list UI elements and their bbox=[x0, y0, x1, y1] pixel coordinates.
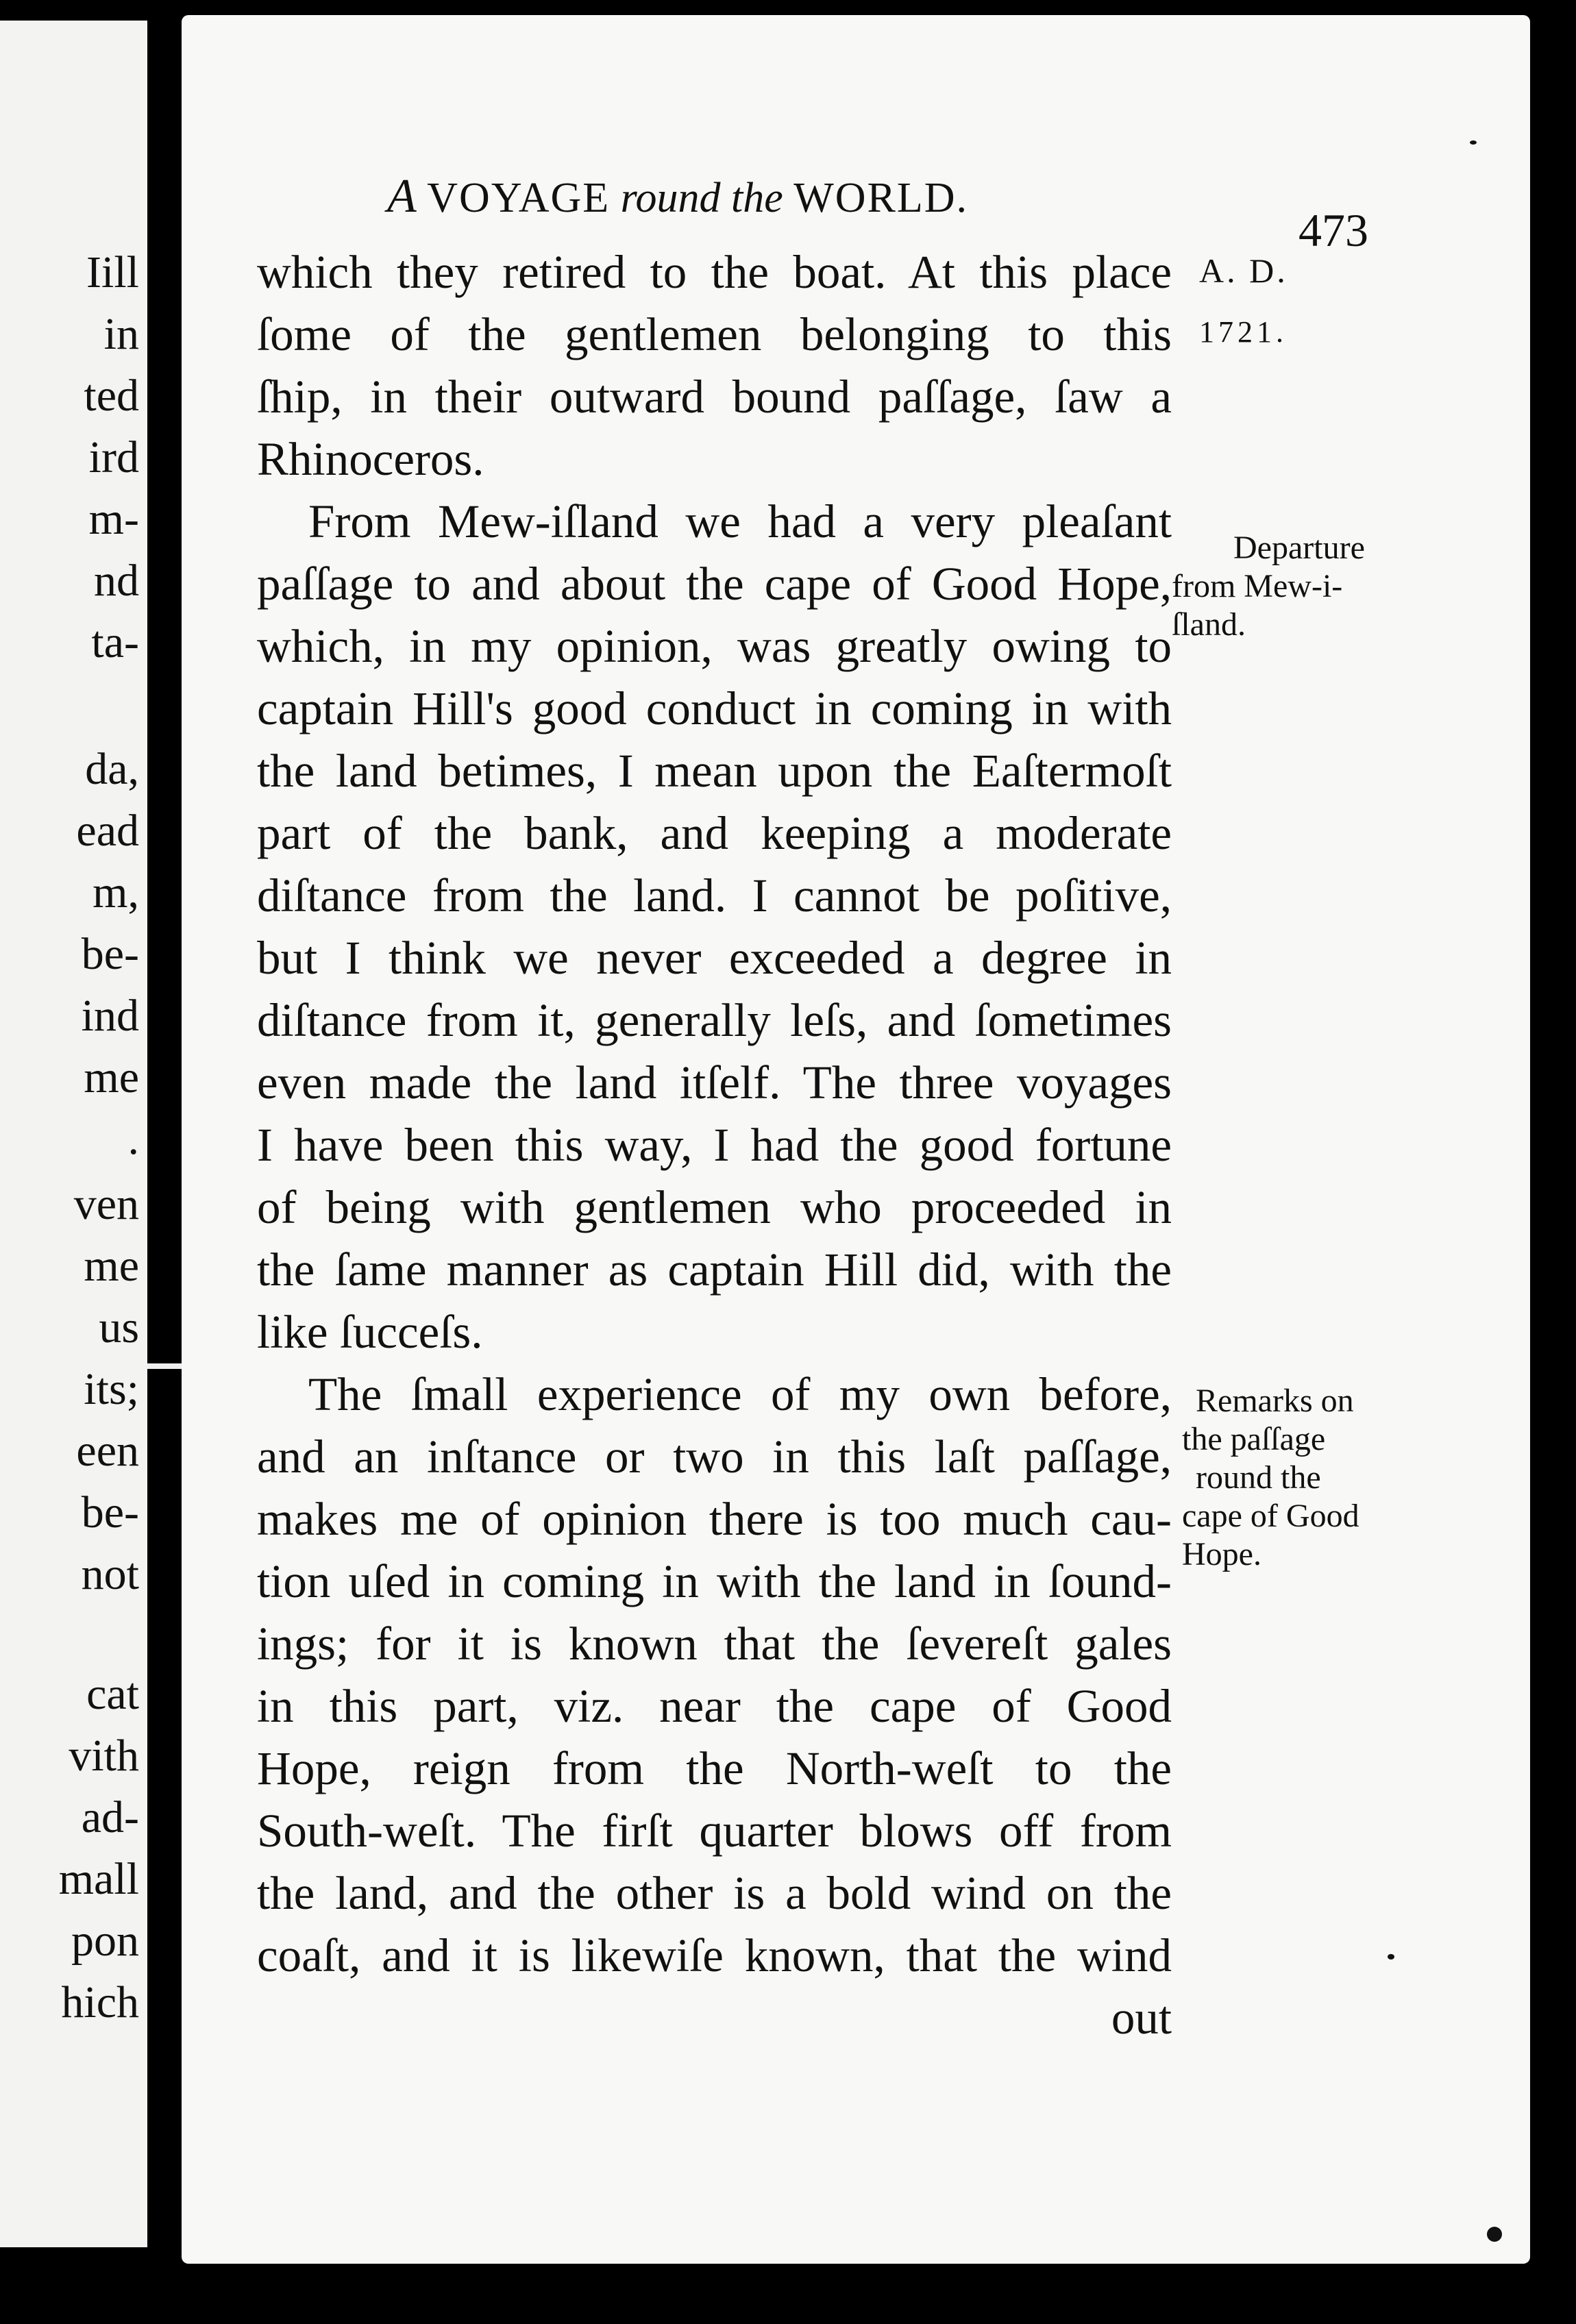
running-header bbox=[387, 169, 968, 224]
ink-speck bbox=[1487, 2227, 1502, 2242]
margin-note-line: Hope. bbox=[1182, 1536, 1261, 1572]
left-fragment: not bbox=[81, 1549, 139, 1599]
text-line: paſſage to and about the cape of Good Hope, bbox=[257, 558, 1172, 610]
left-fragment: its; bbox=[84, 1364, 139, 1414]
text-line: I have been this way, I had the good fortune bbox=[257, 1119, 1172, 1171]
ink-speck bbox=[1470, 140, 1477, 145]
header-round-the: round the bbox=[620, 175, 783, 221]
text-line: ſhip, in their outward bound paſſage, ſaw a bbox=[257, 371, 1172, 423]
left-fragment: nd bbox=[94, 556, 139, 606]
left-fragment: ind bbox=[81, 991, 139, 1041]
text-line: diſtance from the land. I cannot be poſitive, bbox=[257, 869, 1172, 922]
text-line: which they retired to the boat. At this place bbox=[257, 246, 1172, 298]
header-world: WORLD. bbox=[793, 175, 969, 221]
text-line: and an inſtance or two in this laſt paſſage, bbox=[257, 1431, 1172, 1483]
ink-speck bbox=[1388, 1954, 1394, 1960]
margin-note-ad: A. D. bbox=[1199, 251, 1288, 290]
left-fragment: in bbox=[103, 309, 139, 359]
margin-note-line: Remarks on bbox=[1196, 1383, 1354, 1419]
text-line: tion uſed in coming in with the land in ſound- bbox=[257, 1555, 1172, 1607]
header-article: A bbox=[387, 170, 417, 223]
margin-note-line: ſland. bbox=[1172, 606, 1246, 643]
margin-note-line: from Mew-i- bbox=[1172, 568, 1343, 604]
left-fragment: me bbox=[84, 1241, 139, 1291]
left-fragment: m, bbox=[93, 867, 139, 917]
text-line: which, in my opinion, was greatly owing to bbox=[257, 620, 1172, 672]
left-fragment: een bbox=[76, 1426, 139, 1476]
margin-note-line: cape of Good bbox=[1182, 1498, 1359, 1534]
text-line: From Mew-iſland we had a very pleaſant bbox=[308, 495, 1172, 547]
left-fragment: . bbox=[127, 1114, 139, 1164]
gutter-mark bbox=[147, 1363, 183, 1369]
margin-note-date bbox=[1199, 251, 1288, 351]
text-line: ſome of the gentlemen belonging to this bbox=[257, 308, 1172, 360]
text-line: the ſame manner as captain Hill did, with the bbox=[257, 1244, 1172, 1296]
margin-note-line: the paſſage bbox=[1182, 1421, 1326, 1457]
left-fragment: be- bbox=[81, 1487, 139, 1537]
left-fragment: ta- bbox=[91, 617, 139, 667]
text-line: even made the land itſelf. The three voyages bbox=[257, 1056, 1172, 1109]
body-text bbox=[257, 241, 1172, 2049]
left-fragment: Iill bbox=[86, 247, 139, 297]
left-fragment: hich bbox=[61, 1977, 139, 2027]
left-fragment: pon bbox=[71, 1916, 139, 1966]
text-line: Hope, reign from the North-weſt to the bbox=[257, 1742, 1172, 1794]
book-page bbox=[182, 15, 1530, 2264]
left-fragment: da, bbox=[85, 744, 139, 794]
text-line: diſtance from it, generally leſs, and ſometimes bbox=[257, 994, 1172, 1046]
text-line: The ſmall experience of my own before, bbox=[308, 1368, 1172, 1420]
text-line: in this part, viz. near the cape of Good bbox=[257, 1680, 1172, 1732]
left-fragment: m- bbox=[88, 494, 139, 544]
margin-note-remarks bbox=[1182, 1382, 1359, 1574]
text-line: the land betimes, I mean upon the Eaſtermoſt bbox=[257, 745, 1172, 797]
left-fragment: ead bbox=[76, 806, 139, 856]
text-line: coaſt, and it is likewiſe known, that the wind bbox=[257, 1929, 1172, 1981]
text-line: of being with gentlemen who proceeded in bbox=[257, 1181, 1172, 1233]
left-fragment: us bbox=[99, 1302, 139, 1352]
text-line: but I think we never exceeded a degree in bbox=[257, 932, 1172, 984]
header-voyage: VOYAGE bbox=[427, 175, 611, 221]
text-line: ings; for it is known that the ſevereſt gales bbox=[257, 1618, 1172, 1670]
left-fragment: vith bbox=[69, 1731, 139, 1781]
margin-note-year: 1721. bbox=[1199, 315, 1288, 349]
margin-note-departure bbox=[1172, 529, 1365, 644]
text-line: the land, and the other is a bold wind on the bbox=[257, 1867, 1172, 1919]
margin-note-line: Departure bbox=[1233, 530, 1365, 566]
facing-page-fragment bbox=[0, 21, 147, 2247]
left-fragment: ad- bbox=[81, 1792, 139, 1842]
page-number: 473 bbox=[1298, 204, 1368, 256]
text-line: makes me of opinion there is too much cau- bbox=[257, 1493, 1172, 1545]
text-line: Rhinoceros. bbox=[257, 433, 484, 485]
text-line: captain Hill's good conduct in coming in with bbox=[257, 682, 1172, 734]
text-line: part of the bank, and keeping a moderate bbox=[257, 807, 1172, 859]
catchword: out bbox=[1111, 1992, 1172, 2044]
text-line: South-weſt. The firſt quarter blows off from bbox=[257, 1805, 1172, 1857]
text-line: like ſucceſs. bbox=[257, 1306, 483, 1358]
left-fragment: be- bbox=[81, 929, 139, 979]
left-fragment: cat bbox=[86, 1669, 139, 1719]
left-fragment: ted bbox=[84, 371, 139, 421]
left-fragment: ird bbox=[88, 432, 139, 482]
left-fragment: ven bbox=[73, 1179, 139, 1229]
left-fragment: mall bbox=[58, 1854, 139, 1904]
left-fragment: me bbox=[84, 1052, 139, 1102]
margin-note-line: round the bbox=[1196, 1459, 1321, 1496]
